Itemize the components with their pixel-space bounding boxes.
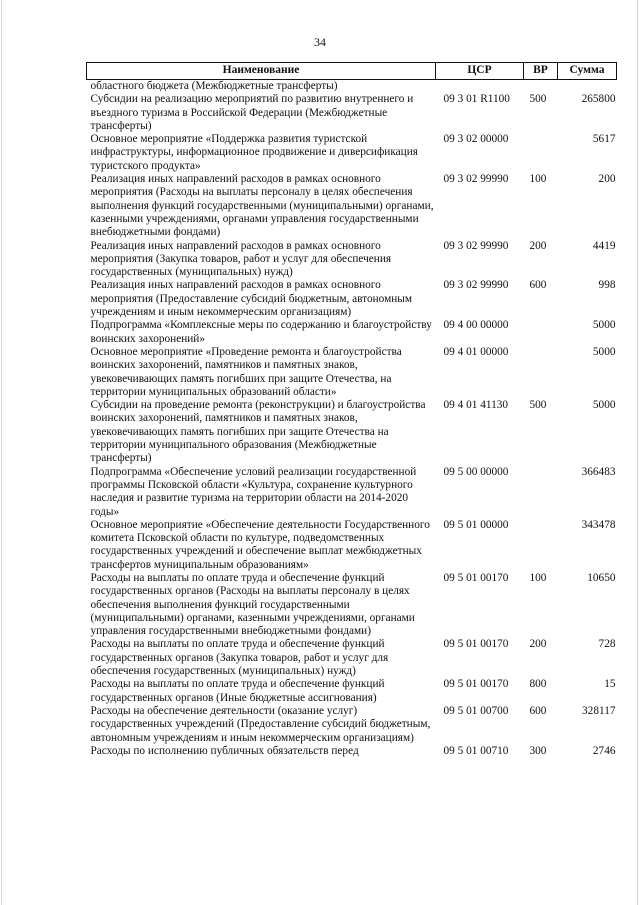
cell-sum: 200 — [598, 173, 616, 186]
cell-name: Подпрограмма «Комплексные меры по содержанию и благоустройству воинских захоронений» — [90, 319, 432, 345]
cell-name: Реализация иных направлений расходов в рамках основного мероприятия (Предоставление субсидий бюджетным, автономным учреждениям и иным некоммерческим организациям) — [90, 279, 413, 319]
table-body — [87, 80, 617, 759]
table-row — [87, 745, 617, 758]
cell-csr: 09 3 02 00000 — [443, 133, 509, 146]
cell-vr: 800 — [529, 678, 547, 691]
cell-sum: 5617 — [592, 133, 616, 146]
cell-vr — [524, 319, 558, 346]
table-row — [87, 240, 617, 280]
cell-sum: 2746 — [592, 744, 616, 757]
cell-csr: 09 5 01 00710 — [443, 744, 509, 757]
cell-vr: 500 — [529, 93, 547, 106]
table-row — [87, 133, 617, 173]
table-row — [87, 319, 617, 346]
cell-csr: 09 5 01 00170 — [443, 638, 509, 651]
cell-name: Субсидии на проведение ремонта (реконструкции) и благоустройства воинских захоронений, памятников и памятных знаков, увековечивающих память погибших при защите Отечества на территории муниципального образования (Межбюджетные трансферты) — [90, 399, 426, 465]
cell-name: Основное мероприятие «Обеспечение деятельности Государственного комитета Псковской области по культуре, подведомственных государственных учреждений и обеспечение выплат межбюджетных трансфертов муниципальным образованиям» — [90, 518, 430, 571]
cell-csr: 09 4 01 41130 — [443, 399, 509, 412]
cell-sum — [558, 80, 617, 94]
cell-name: Расходы по исполнению публичных обязательств перед — [90, 744, 359, 757]
table-row — [87, 519, 617, 572]
cell-csr: 09 3 02 99990 — [443, 279, 509, 292]
cell-vr: 600 — [529, 704, 547, 717]
cell-csr: 09 5 01 00170 — [443, 678, 509, 691]
cell-sum: 10650 — [587, 571, 616, 584]
table-row — [87, 466, 617, 519]
cell-name: Субсидии на реализацию мероприятий по развитию внутреннего и въездного туризма в Российской Федерации (Межбюджетные трансферты) — [90, 93, 414, 132]
table-row — [87, 80, 617, 94]
cell-csr: 09 5 01 00000 — [443, 518, 509, 531]
cell-csr: 09 4 01 00000 — [443, 345, 509, 358]
header-name: Наименование — [87, 63, 436, 80]
cell-vr: 100 — [529, 571, 547, 584]
cell-sum: 328117 — [582, 704, 616, 717]
cell-name: Основное мероприятие «Проведение ремонта и благоустройства воинских захоронений, памятников и памятных знаков, увековечивающих память погибших при защите Отечества, на территории муниципальных образований области» — [90, 345, 402, 398]
header-sum: Сумма — [558, 63, 617, 80]
cell-csr: 09 5 00 00000 — [443, 465, 509, 478]
table-row — [87, 572, 617, 638]
cell-vr: 100 — [529, 173, 547, 186]
cell-name: Расходы на выплаты по оплате труда и обеспечение функций государственных органов (Закупка товаров, работ и услуг для обеспечения государственных (муниципальных) нужд) — [90, 638, 389, 678]
cell-sum: 998 — [598, 279, 616, 292]
cell-vr — [524, 133, 558, 173]
page-number: 34 — [314, 35, 326, 49]
scan-edge-left — [1, 0, 2, 905]
table-row — [87, 678, 617, 705]
cell-vr: 200 — [529, 239, 547, 252]
cell-name: Расходы на выплаты по оплате труда и обеспечение функций государственных органов (Иные бюджетные ассигнования) — [90, 678, 385, 704]
header-vr: ВР — [524, 63, 558, 80]
cell-sum: 4419 — [592, 239, 616, 252]
cell-vr: 300 — [529, 744, 547, 757]
table-row — [87, 705, 617, 745]
cell-vr — [524, 80, 558, 94]
cell-vr — [524, 346, 558, 399]
cell-name: областного бюджета (Межбюджетные трансферты) — [90, 80, 338, 92]
cell-name: Расходы на выплаты по оплате труда и обеспечение функций государственных органов (Расходы на выплаты персоналу в целях обеспечения выполнения функций государственными (муниципальными) органами, казенными учреждениями, органами управления государственными внебюджетными фондами) — [90, 571, 415, 638]
cell-sum: 728 — [598, 638, 616, 651]
cell-vr — [524, 466, 558, 519]
cell-csr: 09 3 02 99990 — [443, 239, 509, 252]
cell-vr: 500 — [529, 399, 547, 412]
cell-sum: 265800 — [581, 93, 616, 106]
table-row — [87, 346, 617, 399]
table-row — [87, 399, 617, 465]
cell-name: Реализация иных направлений расходов в рамках основного мероприятия (Закупка товаров, работ и услуг для обеспечения государственных (муниципальных) нужд) — [90, 239, 392, 279]
table-row — [87, 93, 617, 133]
cell-name: Подпрограмма «Обеспечение условий реализации государственной программы Псковской области «Культура, сохранение культурного наследия и развитие туризма на территории области на 2014-2020 годы» — [90, 465, 417, 518]
cell-vr: 200 — [529, 638, 547, 651]
table-row — [87, 173, 617, 239]
cell-csr: 09 3 01 R1100 — [443, 93, 510, 106]
cell-vr: 600 — [529, 279, 547, 292]
cell-name: Реализация иных направлений расходов в рамках основного мероприятия (Расходы на выплаты персоналу в целях обеспечения выполнения функций государственными (муниципальными) органами, казенными учреждениями, органами управления государственными внебюджетными фондами) — [90, 173, 434, 239]
cell-name: Расходы на обеспечение деятельности (оказание услуг) государственных учреждений (Предоставление субсидий бюджетным, автономным учреждениям и иным некоммерческим организациям) — [90, 704, 431, 744]
cell-sum: 5000 — [592, 319, 616, 332]
cell-csr: 09 4 00 00000 — [443, 319, 509, 332]
cell-vr — [524, 519, 558, 572]
cell-sum: 366483 — [581, 465, 616, 478]
cell-sum: 15 — [604, 678, 616, 691]
cell-sum: 5000 — [592, 345, 616, 358]
cell-sum: 5000 — [592, 399, 616, 412]
header-csr: ЦСР — [436, 63, 524, 80]
cell-csr — [436, 80, 524, 94]
budget-table — [86, 62, 617, 758]
cell-csr: 09 5 01 00170 — [443, 571, 509, 584]
cell-name: Основное мероприятие «Поддержка развития туристской инфраструктуры, информационное продвижение и диверсификация туристского продукта» — [90, 133, 418, 172]
table-row — [87, 638, 617, 678]
table-header-row — [87, 63, 617, 80]
table-row — [87, 279, 617, 319]
cell-csr: 09 3 02 99990 — [443, 173, 509, 186]
cell-csr: 09 5 01 00700 — [443, 704, 509, 717]
cell-sum: 343478 — [581, 518, 616, 531]
scan-edge-right — [637, 0, 638, 905]
